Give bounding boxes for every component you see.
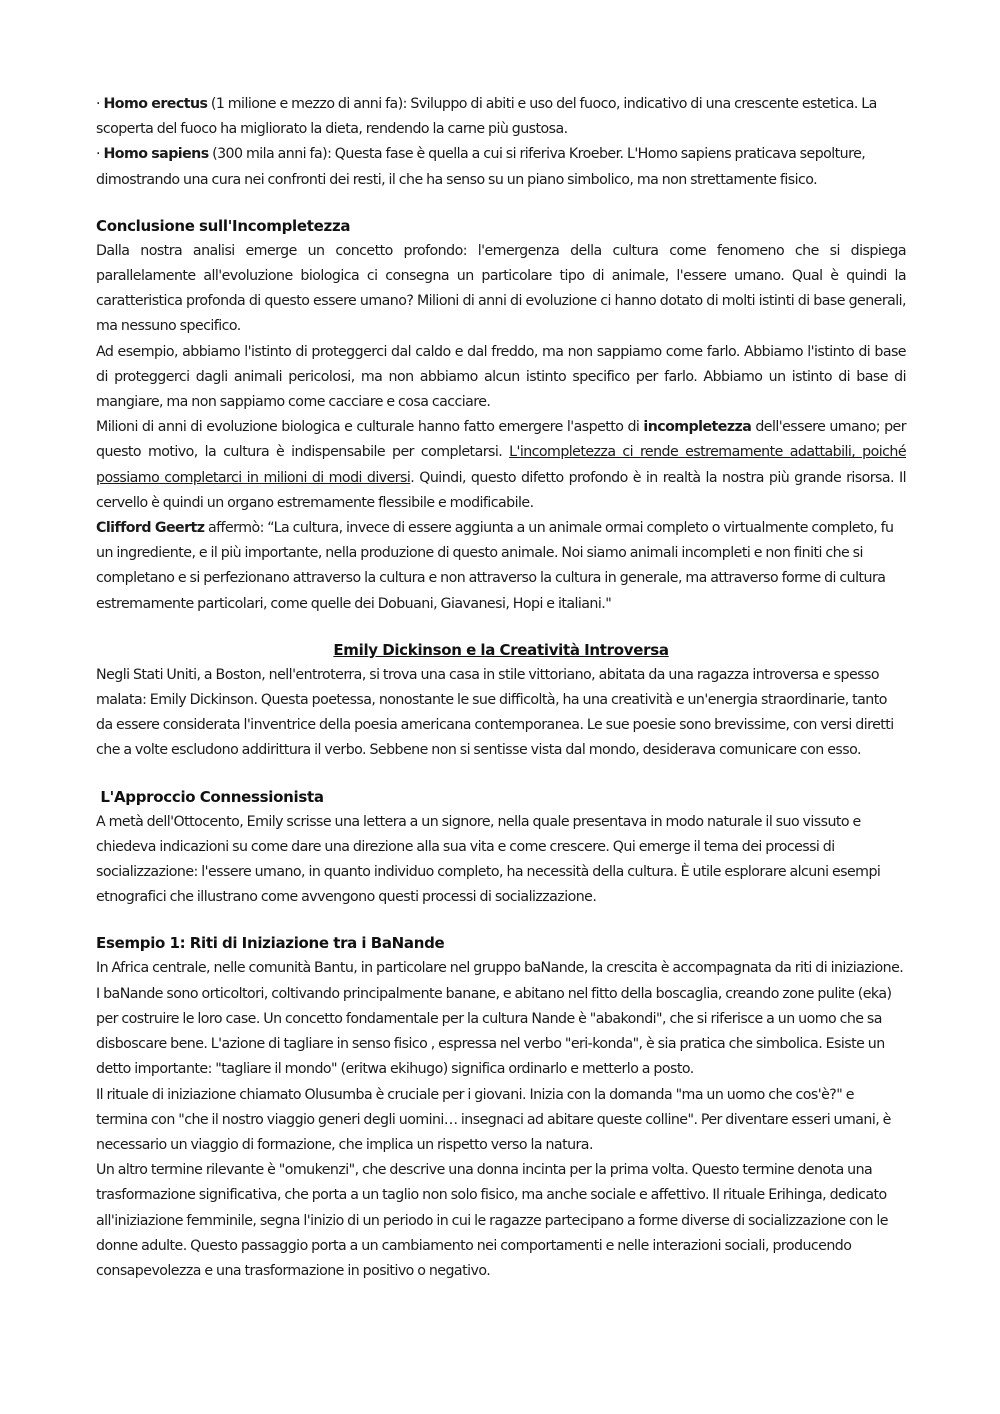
dickinson-paragraph: Negli Stati Uniti, a Boston, nell'entroterra, si trova una casa in stile vittoriano, abitata da una ragazza introversa e spesso malata: Emily Dickinson. Questa poetessa, nonostante le sue difficoltà, ha una creatività e un'energia straordinarie, tanto da essere considerata l'inventrice della poesia americana contemporanea. Le sue poesie sono brevissime, con versi diretti che a volte escludono addirittura il verbo. Sebbene non si sentisse vista dal mondo, desiderava comunicare con esso. [96, 666, 894, 759]
p3-text-c: . Quindi, questo difetto profondo è in realtà la nostra più grande risorsa. Il cervello è quindi un organo estremamente flessibile e modificabile. [96, 469, 906, 511]
esempio1-heading: Esempio 1: Riti di Iniziazione tra i BaNande [96, 934, 445, 953]
geertz-quote: affermò: “La cultura, invece di essere aggiunta a un animale ormai completo o virtualmente completo, fu un ingrediente, e il più importante, nella produzione di questo animale. Noi siamo animali incompleti e non finiti che si completano e si perfezionano attraverso la cultura e non attraverso la cultura in generale, ma attraverso forme di cultura estremamente particolari, come quelle dei Dobuani, Giavanesi, Hopi e italiani." [96, 520, 894, 612]
p3-text-b: dell'essere umano; per questo motivo, la cultura è indispensabile per completarsi. [96, 419, 906, 461]
conclusione-paragraph-1: Dalla nostra analisi emerge un concetto profondo: l'emergenza della cultura come fenomeno che si dispiega parallelamente all'evoluzione biologica ci consegna un particolare tipo di animale, l'essere umano. Qual è quindi la caratteristica profonda di questo essere umano? Milioni di anni di evoluzione ci hanno dotato di molti istinti di base generali, ma nessuno specifico. [96, 242, 906, 335]
document-page [96, 92, 906, 1284]
p3-text-a: Milioni di anni di evoluzione biologica e culturale hanno fatto emergere l'aspetto di [96, 419, 644, 436]
bullet: · [96, 96, 100, 112]
conclusione-paragraph-2: Ad esempio, abbiamo l'istinto di proteggerci dal caldo e dal freddo, ma non sappiamo come farlo. Abbiamo l'istinto di base di proteggerci dagli animali pericolosi, ma non abbiamo alcun istinto specifico per farlo. Abbiamo un istinto di base di mangiare, ma non sappiamo come cacciare e cosa cacciare. [96, 343, 906, 411]
connessionista-paragraph: A metà dell'Ottocento, Emily scrisse una lettera a un signore, nella quale presentava in modo naturale il suo vissuto e chiedeva indicazioni su come dare una direzione alla sua vita e come crescere. Qui emerge il tema dei processi di socializzazione: l'essere umano, in quanto individuo completo, ha necessità della cultura. È utile esplorare alcuni esempi etnografici che illustrano come avvengono questi processi di socializzazione. [96, 813, 881, 906]
dickinson-heading: Emily Dickinson e la Creatività Introversa [333, 640, 669, 659]
bullet: · [96, 146, 100, 163]
homo-erectus-text: (1 milione e mezzo di anni fa): Sviluppo di abiti e uso del fuoco, indicativo di una crescente estetica. La scoperta del fuoco ha migliorato la dieta, rendendo la carne più gustosa. [96, 96, 877, 138]
esempio1-paragraph-3: Un altro termine rilevante è "omukenzi", che descrive una donna incinta per la prima volta. Questo termine denota una trasformazione significativa, che porta a un taglio non solo fisico, ma anche sociale e affettivo. Il rituale Erihinga, dedicato all'iniziazione femminile, segna l'inizio di un periodo in cui le ragazze partecipano a forme diverse di socializzazione con le donne adulte. Questo passaggio porta a un cambiamento nei comportamenti e nelle interazioni sociali, producendo consapevolezza e una trasformazione in positivo o negativo. [96, 1162, 888, 1279]
incompletezza-term: incompletezza [643, 419, 752, 436]
homo-sapiens-text: (300 mila anni fa): Questa fase è quella a cui si riferiva Kroeber. L'Homo sapiens praticava sepolture, dimostrando una cura nei confronti dei resti, il che ha senso su un piano simbolico, ma non strettamente fisico. [96, 146, 866, 188]
esempio1-paragraph-1: In Africa centrale, nelle comunità Bantu, in particolare nel gruppo baNande, la crescita è accompagnata da riti di iniziazione. I baNande sono orticoltori, coltivando principalmente banane, e abitano nel fitto della boscaglia, creando zone pulite (eka) per costruire le loro case. Un concetto fondamentale per la cultura Nande è "abakondi", che si riferisce a un uomo che sa disboscare bene. L'azione di tagliare in senso fisico , espressa nel verbo "eri-konda", è sia pratica che simbolica. Esiste un detto importante: "tagliare il mondo" (eritwa ekihugo) significa ordinarlo e metterlo a posto. [96, 960, 904, 1078]
geertz-paragraph [96, 516, 906, 617]
underlined-statement: L'incompletezza ci rende estremamente adattabili, poiché possiamo completarci in milioni di modi diversi [96, 444, 907, 486]
esempio1-paragraph-2: Il rituale di iniziazione chiamato Olusumba è cruciale per i giovani. Inizia con la domanda "ma un uomo che cos'è?" e termina con "che il nostro viaggio generi degli uomini… insegnaci ad abitare queste colline". Per diventare esseri umani, è necessario un viaggio di formazione, che implica un rispetto verso la natura. [96, 1086, 891, 1153]
geertz-name: Clifford Geertz [96, 520, 205, 537]
homo-erectus-paragraph [96, 92, 906, 142]
homo-erectus-term: Homo erectus [103, 96, 208, 112]
homo-sapiens-paragraph [96, 142, 906, 192]
conclusione-heading: Conclusione sull'Incompletezza [96, 216, 351, 235]
connessionista-heading: L'Approccio Connessionista [96, 787, 324, 806]
homo-sapiens-term: Homo sapiens [103, 146, 209, 163]
conclusione-paragraph-3 [96, 415, 906, 516]
